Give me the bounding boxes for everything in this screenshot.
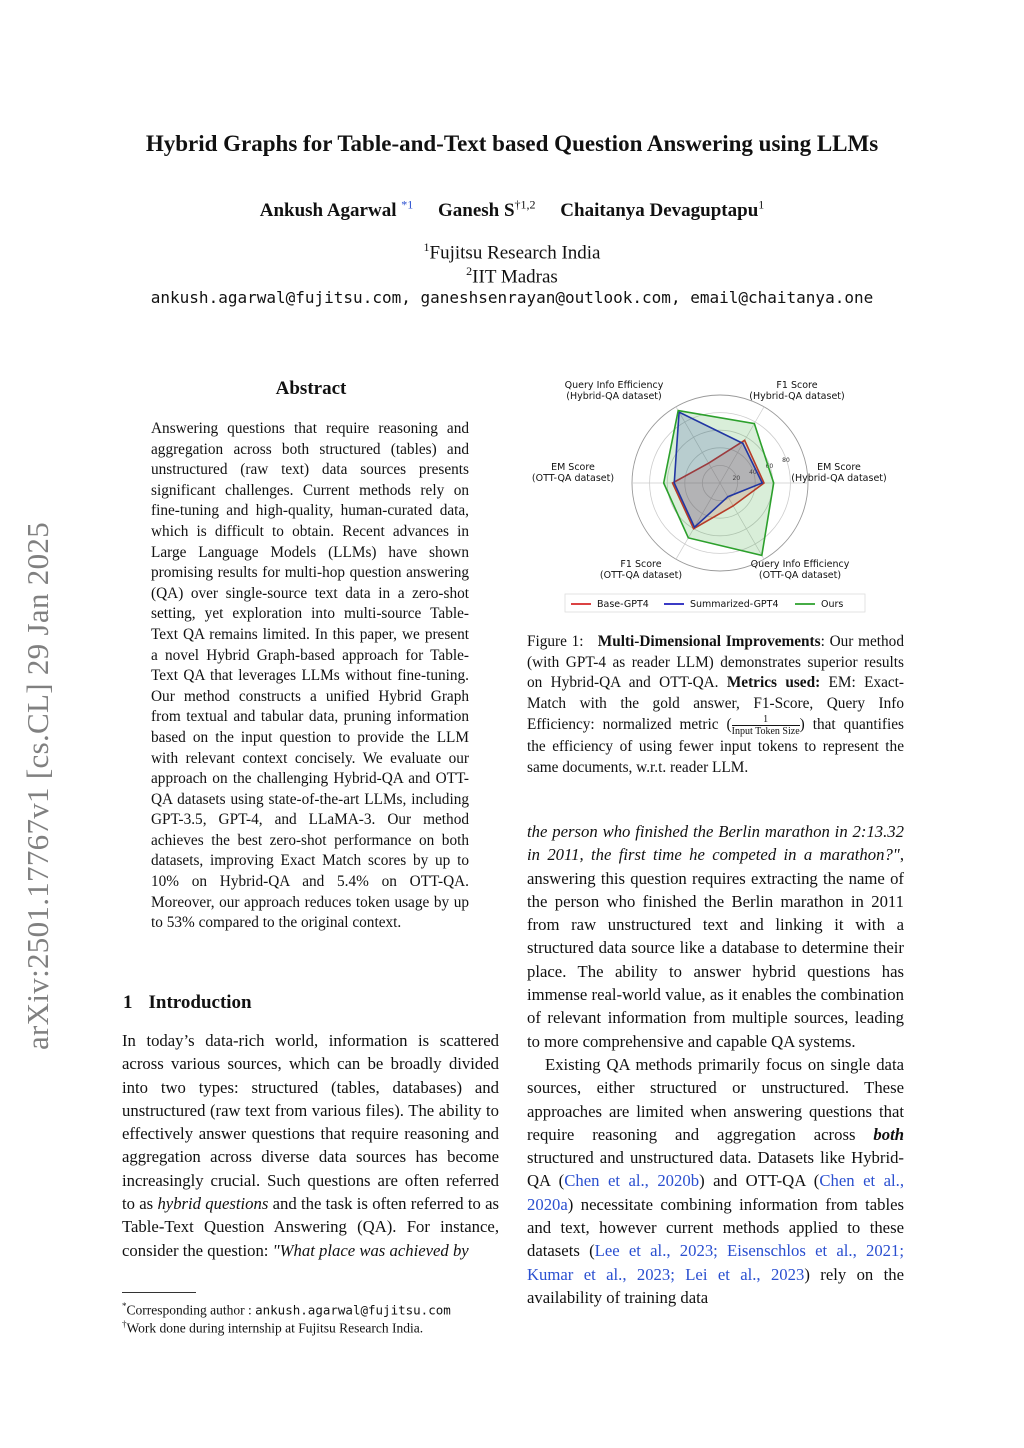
fraction: $\frac{1}{\text{Input Token Size}}$ bbox=[731, 714, 800, 738]
axis-sublabel: (Hybrid-QA dataset) bbox=[566, 391, 662, 402]
affiliation-2: $^2$IIT Madras bbox=[466, 264, 558, 288]
arxiv-stamp: arXiv:2501.17767v1 [cs.CL] 29 Jan 2025 bbox=[20, 521, 55, 1050]
citation-link[interactable]: Lee et al., 2023; Eisenschlos et al., 2021; Kumar et al., 2023; Lei et al., 2023 bbox=[527, 1241, 904, 1284]
axis-label: F1 Score bbox=[776, 380, 818, 391]
author-2: Ganesh S$^{\dagger 1,2}$ bbox=[437, 198, 536, 222]
author-1: Ankush Agarwal $^{*1}$ bbox=[259, 198, 414, 222]
paper-title: Hybrid Graphs for Table-and-Text based Question Answering using LLMs bbox=[145, 131, 879, 156]
footnote-rule bbox=[122, 1292, 196, 1293]
citation-link[interactable]: Chen et al., 2020a bbox=[527, 1171, 904, 1214]
abstract-heading: Abstract bbox=[275, 378, 347, 399]
legend-entry: Ours bbox=[821, 599, 844, 610]
axis-label: EM Score bbox=[817, 462, 861, 473]
footnote-1: *Corresponding author : ankush.agarwal@fujitsu.com bbox=[122, 1301, 451, 1318]
footnote-2: †Work done during internship at Fujitsu Research India. bbox=[122, 1319, 424, 1336]
axis-label: Query Info Efficiency bbox=[564, 380, 664, 391]
axis-label: EM Score bbox=[551, 462, 595, 473]
abstract-text: Answering questions that require reasoning and aggregation across both structured (tables) and unstructured (raw text) data sources presents significant challenges. Current methods rely on fine-tuning and high-quality, human-curated data, which is difficult to obtain. Recent advances in Large Language Models (LLMs) have shown promising results for multi-hop question answering (QA) over single-source text data in a zero-shot setting, yet exploration into multi-source Table-Text QA remains limited. In this paper, we present a novel Hybrid Graph-based approach for Table-Text QA that leverages LLMs without fine-tuning. Our method constructs a unified Hybrid Graph from textual and tabular data, pruning information based on the input question to provide the LLM with relevant context concisely. We evaluate our approach on the challenging Hybrid-QA and OTT-QA datasets using state-of-the-art LLMs, including GPT-3.5, GPT-4, and LLaMA-3. Our method achieves the best zero-shot performance on both datasets, improving Exact Match scores by up to 10% on Hybrid-QA and 5.4% on OTT-QA. Moreover, our approach reduces token usage by up to 53% compared to the original context. bbox=[151, 420, 469, 932]
intro-left-column bbox=[122, 1029, 499, 1262]
figure-caption: Figure 1: Multi-Dimensional Improvements: Our method (with GPT-4 as reader LLM) demonstrates superior results on Hybrid-QA and OTT-QA. Metrics used: EM: Exact-Match with the gold answer, F1-Score, Query Info Efficiency: normalized metric ( $\frac{1}{\text{Input Token Size}}$ ) that quantifies the efficiency of using fewer input tokens to represent the same documents, w.r.t. reader LLM. bbox=[527, 633, 905, 776]
radar-series bbox=[664, 411, 774, 556]
radar-chart bbox=[527, 376, 907, 616]
r-tick-label: 40 bbox=[749, 468, 757, 476]
section-heading: 1 Introduction bbox=[123, 992, 252, 1013]
r-tick-label: 20 bbox=[732, 474, 741, 482]
intro-paragraph-1-cont: the person who finished the Berlin marathon in 2:13.32 in 2011, the first time he competed in a marathon?", answering this question requires extracting the name of the person who finished the Berlin marathon in 2011 from raw unstructured text and linking it with a structured data source like a database to determine their place. The ability to answer hybrid questions has immense real-world value, as it enables the combination of relevant information from multiple sources, leading to more comprehensive and capable QA systems. bbox=[527, 822, 904, 1051]
axis-sublabel: (OTT-QA dataset) bbox=[758, 570, 842, 581]
intro-paragraph-2: Existing QA methods primarily focus on single data sources, either structured or unstructured. These approaches are limited when answering questions that require reasoning and aggregation across both structured and unstructured data. Datasets like Hybrid-QA (Chen et al., 2020b) and OTT-QA (Chen et al., 2020a) necessitate combining information from tables and text, however current methods applied to these datasets (Lee et al., 2023; Eisenschlos et al., 2021; Kumar et al., 2023; Lei et al., 2023) rely on the availability of training data bbox=[527, 1054, 904, 1307]
axis-sublabel: (OTT-QA dataset) bbox=[531, 473, 615, 484]
axis-label: F1 Score bbox=[620, 559, 662, 570]
r-tick-label: 60 bbox=[765, 462, 774, 470]
legend-entry: Summarized-GPT4 bbox=[690, 599, 779, 610]
series-ours bbox=[664, 411, 774, 556]
author-3: Chaitanya Devaguptapu$^1$ bbox=[560, 198, 765, 222]
author-emails: ankush.agarwal@fujitsu.com, ganeshsenrayan@outlook.com, email@chaitanya.one bbox=[150, 288, 874, 307]
axis-label: Query Info Efficiency bbox=[750, 559, 850, 570]
axis-sublabel: (OTT-QA dataset) bbox=[599, 570, 683, 581]
affiliation-1: $^1$Fujitsu Research India bbox=[423, 240, 601, 264]
intro-paragraph-1: In today’s data-rich world, information is scattered across various sources, which can be broadly divided into two types: structured (tables, databases) and unstructured (raw text from various files). The ability to effectively answer questions that require reasoning and aggregation across diverse data sources has become increasingly crucial. Such questions are often referred to as hybrid questions and the task is often referred to as Table-Text Question Answering (QA). For instance, consider the question: "What place was achieved by bbox=[122, 1031, 499, 1260]
axis-sublabel: (Hybrid-QA dataset) bbox=[749, 391, 845, 402]
author-list bbox=[0, 198, 1024, 222]
citation-link[interactable]: Chen et al., 2020b bbox=[564, 1171, 700, 1191]
legend-entry: Base-GPT4 bbox=[597, 599, 649, 610]
intro-right-column bbox=[527, 820, 904, 1309]
r-tick-label: 80 bbox=[782, 456, 790, 464]
radar-legend bbox=[565, 594, 865, 612]
axis-sublabel: (Hybrid-QA dataset) bbox=[791, 473, 887, 484]
